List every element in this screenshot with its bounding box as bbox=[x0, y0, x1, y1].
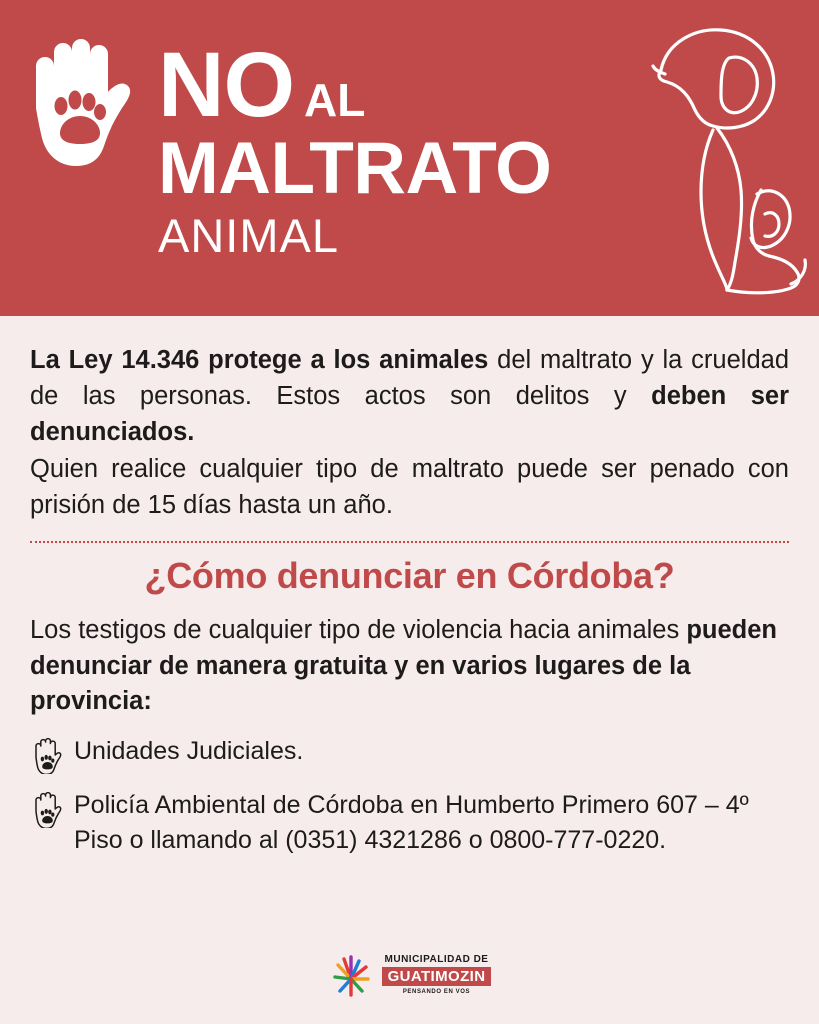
law-bold-lead: La Ley 14.346 protege a los animales bbox=[30, 346, 489, 374]
law-bold-tail: deben ser denunciados. bbox=[30, 382, 789, 447]
logo-line-2: GUATIMOZIN bbox=[382, 967, 492, 986]
logo-line-3: PENSANDO EN VOS bbox=[402, 989, 471, 995]
poster-footer bbox=[0, 932, 819, 1024]
list-item bbox=[30, 734, 789, 774]
law-paragraph bbox=[30, 342, 789, 451]
title-word-animal: ANIMAL bbox=[158, 209, 339, 263]
denuncia-list bbox=[30, 734, 789, 857]
poster-header bbox=[0, 0, 819, 316]
title-word-no: NO bbox=[158, 34, 294, 136]
hand-paw-icon bbox=[16, 22, 146, 172]
title-word-al: AL bbox=[304, 74, 366, 126]
section-intro bbox=[30, 613, 789, 720]
municipality-star-logo-icon bbox=[328, 953, 374, 997]
list-item bbox=[30, 788, 789, 857]
title-word-maltrato: MALTRATO bbox=[158, 128, 552, 210]
title-line-1 bbox=[158, 34, 551, 136]
section-title: ¿Cómo denunciar en Córdoba? bbox=[144, 555, 675, 597]
section-intro-normal: Los testigos de cualquier tipo de violencia hacia animales bbox=[30, 616, 687, 645]
list-item-label: Unidades Judiciales. bbox=[74, 737, 304, 766]
list-item-label: Policía Ambiental de Córdoba en Humberto Primero 607 – 4º Piso o llamando al (0351) 4321286 o 0800-777-0220. bbox=[74, 791, 749, 854]
hand-paw-bullet-icon bbox=[30, 736, 64, 774]
law-paragraph-second: Quien realice cualquier tipo de maltrato puede ser penado con prisión de 15 días hasta un año. bbox=[30, 454, 789, 519]
hand-paw-bullet-icon bbox=[30, 790, 64, 828]
poster-content bbox=[0, 316, 819, 932]
poster-title bbox=[158, 34, 552, 263]
logo-line-1: MUNICIPALIDAD DE bbox=[384, 954, 489, 965]
dog-outline-icon bbox=[609, 18, 809, 308]
dotted-divider bbox=[30, 541, 789, 543]
municipality-logo-text bbox=[382, 955, 492, 995]
law-rest: del maltrato y la crueldad de las personas. Estos actos son delitos y bbox=[30, 346, 790, 411]
section-intro-bold: pueden denunciar de manera gratuita y en varios lugares de la provincia: bbox=[30, 616, 777, 716]
